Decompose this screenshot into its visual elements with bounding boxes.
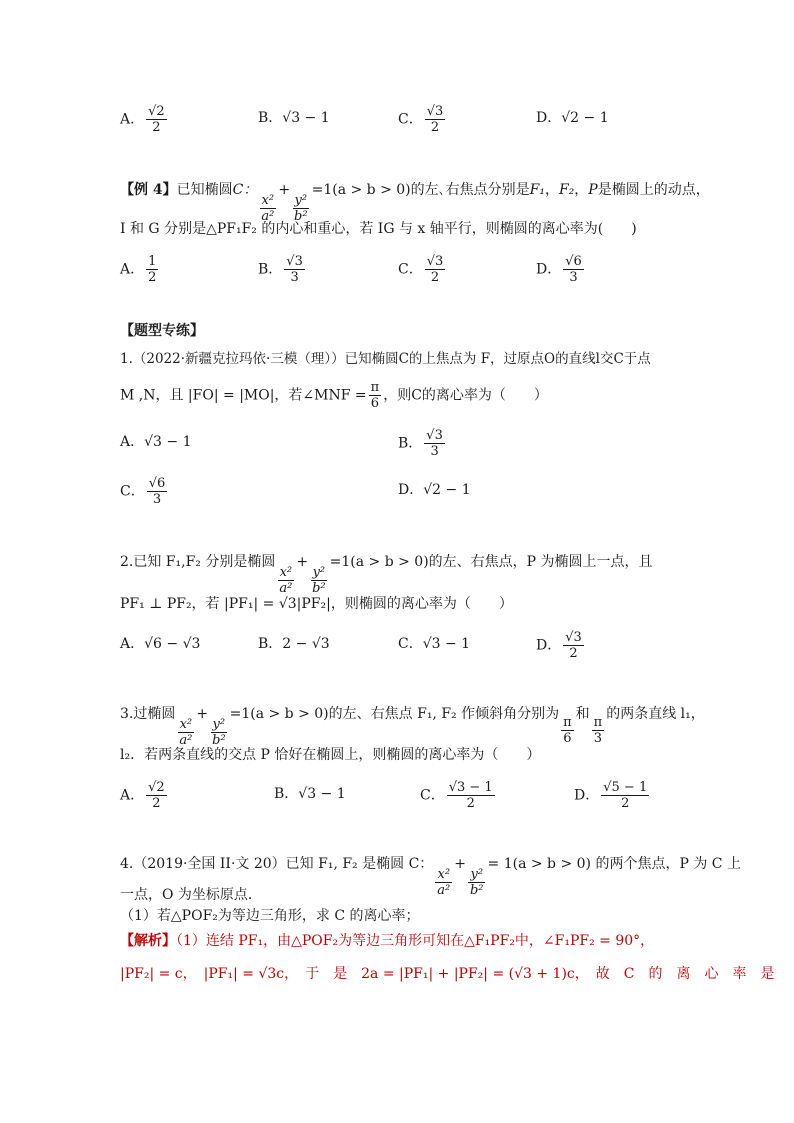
option-a: A． $\frac{√2}{2}$	[120, 104, 165, 135]
option-c: C． $\frac{√3 - 1}{2}$	[420, 780, 493, 811]
option-a: A．√3 − 1	[120, 434, 192, 450]
option-a: A． $\frac{1}{2}$	[120, 254, 157, 285]
option-c: C． $\frac{√3}{2}$	[398, 254, 444, 285]
option-b: B．√3 − 1	[258, 110, 330, 126]
option-d: D．√2 − 1	[398, 482, 471, 498]
solution-tag: 【解析】	[120, 933, 176, 949]
option-a: A．√6 − √3	[120, 636, 201, 652]
option-d: D． $\frac{√6}{3}$	[536, 254, 582, 285]
option-c: C．√3 − 1	[398, 636, 471, 652]
document-page: A． $\frac{√2}{2}$ B．√3 − 1 C． $\frac{√3}{2}$ D．√2 − 1 【例 4】已知椭圆C： $\frac{\text{x²}}{\text{a²}}$ + $\frac{\text{y²}}{\text{b²}}$ =1(a > b > 0)的左､右焦点分别是F₁，F₂，P是椭圆上的动点， I 和 G 分别是△PF₁F₂ 的内心和重心，若 IG 与 x 轴平行，则椭圆的离心率为( ) A． $\frac{1}{2}$ B． $\frac{√3}{3}$ C． $\frac{√3}{2}$ D． $\frac{√6}{3}$ 【题型专练】 1.（2022·新疆克拉玛依·三模（理））已知椭圆C的上焦点为 F，过原点O的直线l交C于点 M ,N，且 |FO| = |MO|，若∠MNF = $\frac{\pi}{6}$ ，则C的离心率为（ ） A．√3 − 1 B． $\frac{√3}{3}$ C． $\frac{√6}{3}$ D．√2 − 1 2.已知 F₁,F₂ 分别是椭圆 $\frac{\text{x²}}{\text{a²}}$ + $\frac{\text{y²}}{\text{b²}}$ =1(a > b > 0)的左、右焦点，P 为椭圆上一点，且 PF₁ ⊥ PF₂，若 |PF₁| = √3|PF₂|，则椭圆的离心率为（ ） A．√6 − √3 B．2 − √3 C．√3 − 1 D． $\frac{√3}{2}$ 3.过椭圆 $\frac{\text{x²}}{\text{a²}}$ + $\frac{\text{y²}}{\text{b²}}$ =1(a > b > 0)的左、右焦点 F₁, F₂ 作倾斜角分别为 $\frac{\pi}{6}$ 和 $\frac{\pi}{3}$ 的两条直线 l₁， l₂．若两条直线的交点 P 恰好在椭圆上，则椭圆的离心率为（ ） A． $\frac{√2}{2}$ B．√3 − 1 C． $\frac{√3 - 1}{2}$ D． $\frac{√5 - 1}{2}$ 4.（2019·全国 II·文 20）已知 F₁, F₂ 是椭圆 C： $\frac{\text{x²}}{\text{a²}}$ + $\frac{\text{y²}}{\text{b²}}$ = 1(a > b > 0) 的两个焦点，P 为 C 上 一点，O 为坐标原点． （1）若△POF₂为等边三角形，求 C 的离心率； 【解析】（1）连结 PF₁，由△POF₂为等边三角形可知在△F₁PF₂中，∠F₁PF₂ = 90°， |PF₂| = c， |PF₁| = √3c， 于 是 2a = |PF₁| + |PF₂| = (√3 + 1)c， 故 C 的 离 心 率 是	[120, 104, 775, 982]
option-b: B．2 − √3	[258, 636, 330, 652]
option-d: D． $\frac{√3}{2}$	[536, 630, 582, 661]
option-b: B． $\frac{√3}{3}$	[398, 428, 443, 459]
option-d: D． $\frac{√5 - 1}{2}$	[574, 780, 648, 811]
option-b: B．√3 − 1	[274, 786, 346, 802]
option-b: B． $\frac{√3}{3}$	[258, 254, 303, 285]
option-a: A． $\frac{√2}{2}$	[120, 780, 165, 811]
example-tag: 【例 4】	[120, 182, 177, 198]
option-d: D．√2 − 1	[536, 110, 609, 126]
option-c: C． $\frac{√3}{2}$	[398, 104, 444, 135]
option-c: C． $\frac{√6}{3}$	[120, 476, 166, 507]
